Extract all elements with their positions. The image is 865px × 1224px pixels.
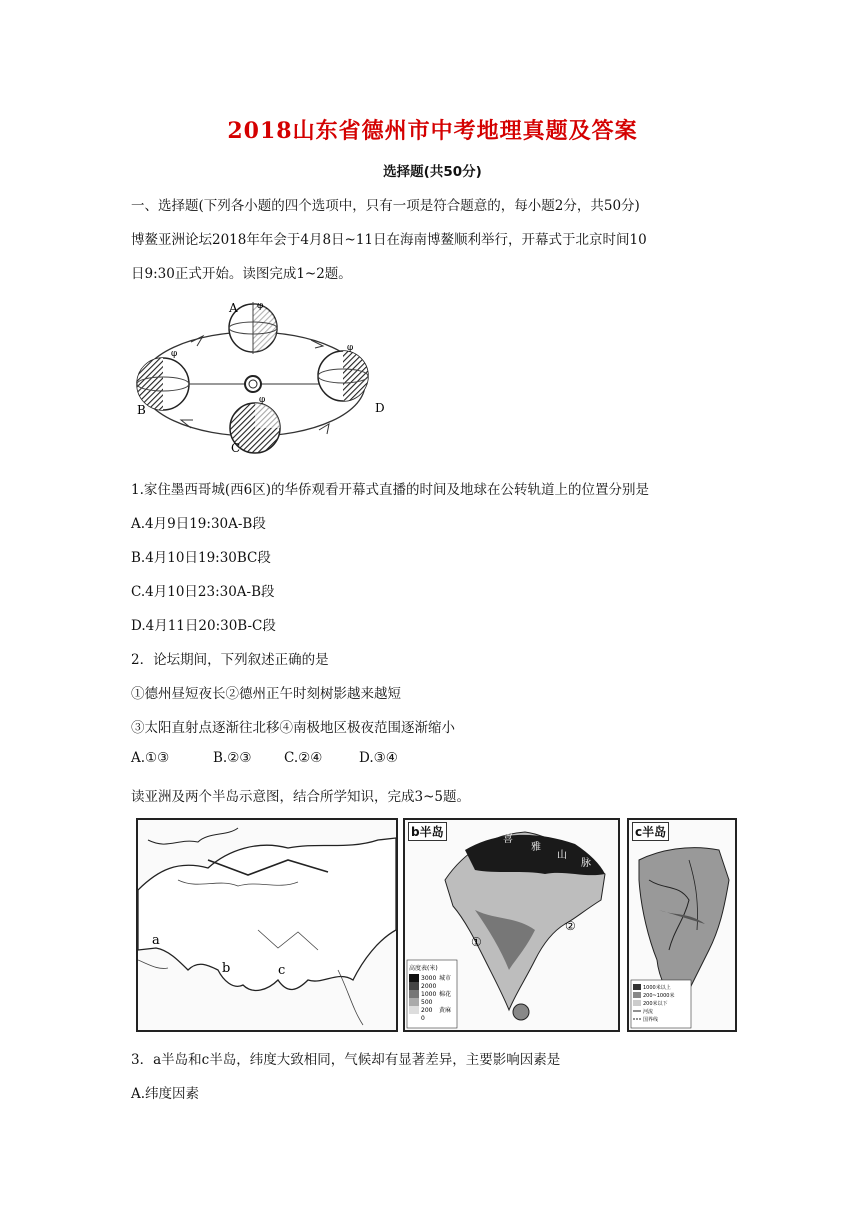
b-top-text-2: 雅 <box>531 842 541 853</box>
q2-option-a: A.①③ <box>131 750 170 766</box>
b-legend-1000: 1000 <box>421 991 437 998</box>
asia-label-a: a <box>152 933 160 948</box>
c-legend-mid: 200~1000米 <box>643 993 675 999</box>
orbit-phi-c: φ <box>259 395 266 405</box>
earth-orbit-figure <box>131 296 407 456</box>
c-peninsula-title: c半岛 <box>632 822 669 841</box>
b-mark-2: ② <box>565 919 576 933</box>
q1-option-c: C.4月10日23:30A-B段 <box>131 584 275 600</box>
c-legend-low: 200米以下 <box>643 1001 668 1007</box>
b-top-text-4: 脉 <box>581 858 591 869</box>
c-legend-high: 1000米以上 <box>643 985 671 991</box>
c-legend-river: 河流 <box>643 1009 654 1015</box>
b-legend-title: 高度表(米) <box>409 965 438 972</box>
asia-label-b: b <box>222 961 231 976</box>
q3-stem: 3．a半岛和c半岛，纬度大致相同，气候却有显著差异，主要影响因素是 <box>131 1052 561 1068</box>
b-legend-city: 城市 <box>439 975 452 982</box>
document-title: 2018山东省德州市中考地理真题及答案 <box>227 118 638 144</box>
b-top-text-1: 喜 <box>503 834 513 845</box>
b-peninsula-title: b半岛 <box>408 822 447 841</box>
section-subtitle: 选择题(共50分) <box>383 164 482 180</box>
c-legend-border: 国界线 <box>643 1017 659 1023</box>
q3-option-a: A.纬度因素 <box>131 1086 200 1102</box>
asia-map <box>136 818 398 1032</box>
q1-option-b: B.4月10日19:30BC段 <box>131 550 271 566</box>
orbit-label-b: B <box>137 403 146 417</box>
q2-statement-1: ①德州昼短夜长②德州正午时刻树影越来越短 <box>131 686 401 702</box>
q2-option-d: D.③④ <box>359 750 398 766</box>
q1-option-d: D.4月11日20:30B-C段 <box>131 618 276 634</box>
q1-option-a: A.4月9日19:30A-B段 <box>131 516 266 532</box>
c-peninsula-map <box>627 818 737 1032</box>
orbit-phi-a: φ <box>257 301 264 311</box>
b-legend-3000: 3000 <box>421 975 437 982</box>
globe-d <box>318 351 368 401</box>
b-legend-0: 0 <box>421 1015 425 1022</box>
b-legend-200: 200 <box>421 1007 433 1014</box>
b-legend-500: 500 <box>421 999 433 1006</box>
passage-line-1: 博鳌亚洲论坛2018年年会于4月8日~11日在海南博鳌顺利举行，开幕式于北京时间10 <box>131 232 647 248</box>
section-intro: 一、选择题(下列各小题的四个选项中，只有一项是符合题意的，每小题2分，共50分) <box>131 198 640 214</box>
b-peninsula-map <box>403 818 620 1032</box>
q1-stem: 1.家住墨西哥城(西6区)的华侨观看开幕式直播的时间及地球在公转轨道上的位置分别是 <box>131 482 650 498</box>
passage-3: 读亚洲及两个半岛示意图，结合所学知识，完成3~5题。 <box>131 789 470 805</box>
orbit-label-a: A <box>229 301 238 315</box>
b-legend-jute: 黄麻 <box>439 1007 452 1014</box>
q2-option-c: C.②④ <box>284 750 323 766</box>
passage-line-2: 日9:30正式开始。读图完成1~2题。 <box>131 266 352 282</box>
b-top-text-3: 山 <box>557 850 567 861</box>
b-mark-1: ① <box>471 935 482 949</box>
asia-label-c: c <box>278 963 286 978</box>
orbit-phi-b: φ <box>171 349 178 359</box>
orbit-phi-d: φ <box>347 343 354 353</box>
orbit-label-c: C <box>231 441 241 455</box>
b-legend-cotton: 棉花 <box>439 991 452 998</box>
b-legend-2000: 2000 <box>421 983 437 990</box>
q2-stem: 2．论坛期间，下列叙述正确的是 <box>131 652 329 668</box>
q2-statement-2: ③太阳直射点逐渐往北移④南极地区极夜范围逐渐缩小 <box>131 720 455 736</box>
orbit-label-d: D <box>375 401 385 415</box>
q2-option-b: B.②③ <box>213 750 252 766</box>
